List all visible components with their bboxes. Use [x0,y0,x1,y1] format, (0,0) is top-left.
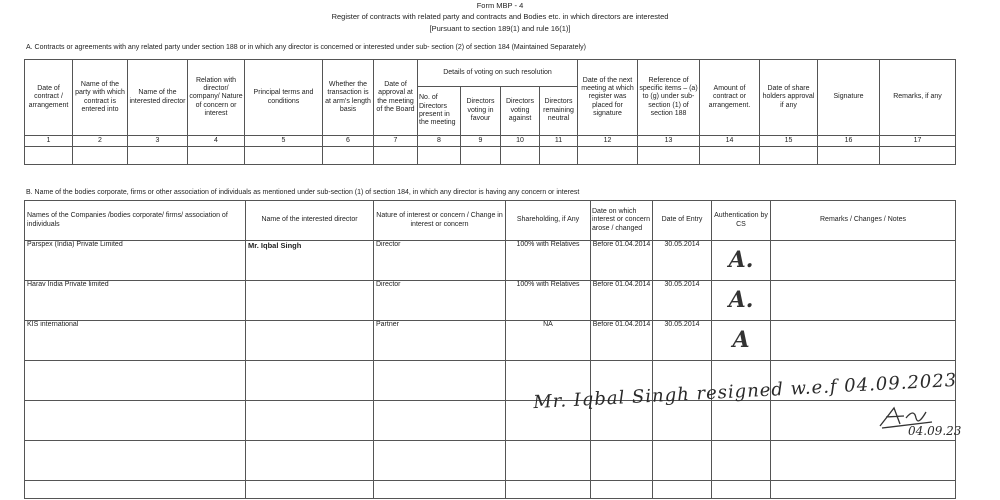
signature-mark: A. [728,287,754,314]
empty-cell [374,481,506,499]
col-date-arose: Date on which interest or concern arose / changed [591,201,653,241]
authentication-signature [712,281,771,321]
empty-cell [653,441,712,481]
empty-cell [771,481,956,499]
empty-cell [506,481,591,499]
empty-cell [73,147,128,165]
col-number: 2 [73,136,128,147]
empty-cell [418,147,461,165]
empty-cell [591,441,653,481]
empty-cell [25,401,246,441]
nature-of-interest: Partner [374,321,506,361]
empty-cell [374,147,418,165]
empty-cell [501,147,540,165]
col-signature: Signature [818,60,880,136]
col-reference: Reference of specific items – (a) to (g) under sub-section (1) of section 188 [638,60,700,136]
signature-mark: A. [728,247,754,274]
empty-cell [591,481,653,499]
col-number: 8 [418,136,461,147]
empty-cell [374,441,506,481]
handwritten-resignation-note: Mr. Iqbal Singh resigned w.e.f 04.09.2023 [532,369,958,414]
col-number: 9 [461,136,501,147]
col-shareholding: Shareholding, if Any [506,201,591,241]
empty-cell [506,441,591,481]
col-number: 15 [760,136,818,147]
authentication-signature [712,321,771,361]
company-name: Parspex (India) Private Limited [25,241,246,281]
col-number: 11 [540,136,578,147]
nature-of-interest: Director [374,281,506,321]
section-b-heading: B. Name of the bodies corporate, firms or other association of individuals as mentioned under sub-section (1) of section 184, in which any director is having any concern or interest [26,189,580,196]
empty-cell [818,147,880,165]
shareholding: 100% with Relatives [506,281,591,321]
col-shareholder-approval: Date of share holders approval if any [760,60,818,136]
col-party: Name of the party with which contract is entered into [73,60,128,136]
signature-mark: A [732,327,750,354]
empty-cell [374,401,506,441]
col-nature-interest: Nature of interest or concern / Change in interest or concern [374,201,506,241]
empty-cell [760,147,818,165]
table-row [25,241,956,281]
col-date-contract: Date of contract / arrangement [25,60,73,136]
col-terms: Principal terms and conditions [245,60,323,136]
director-name [246,321,374,361]
col-number: 7 [374,136,418,147]
col-amount: Amount of contract or arrangement. [700,60,760,136]
empty-cell [246,361,374,401]
empty-cell [246,441,374,481]
contracts-table [24,59,956,165]
company-name: Harav India Private limited [25,281,246,321]
table-row [25,401,956,441]
empty-cell [128,147,188,165]
director-name [246,281,374,321]
empty-cell [638,147,700,165]
empty-cell [700,147,760,165]
col-remarks-notes: Remarks / Changes / Notes [771,201,956,241]
col-number: 1 [25,136,73,147]
date-arose: Before 01.04.2014 [591,241,653,281]
form-number: Form MBP - 4 [476,1,524,10]
empty-cell [25,361,246,401]
director-name: Mr. Iqbal Singh [246,241,374,281]
form-subtitle: [Pursuant to section 189(1) and rule 16(1)] [429,24,571,33]
col-voting-favour: Directors voting in favour [461,87,501,136]
empty-cell [245,147,323,165]
table-row [25,481,956,499]
table-row [25,281,956,321]
company-name: KIS international [25,321,246,361]
section-a-heading: A. Contracts or agreements with any related party under section 188 or in which any director is concerned or interested under sub- section (2) of section 184 (Maintained Separately) [26,44,586,51]
col-number: 17 [880,136,956,147]
col-number: 5 [245,136,323,147]
col-next-meeting: Date of the next meeting at which register was placed for signature [578,60,638,136]
col-number: 12 [578,136,638,147]
col-director-name: Name of the interested director [246,201,374,241]
empty-cell [188,147,245,165]
empty-cell [880,147,956,165]
empty-cell [653,401,712,441]
empty-cell [540,147,578,165]
col-voting-against: Directors voting against [501,87,540,136]
date-of-entry: 30.05.2014 [653,321,712,361]
col-company-name: Names of the Companies /bodies corporate/ firms/ association of individuals [25,201,246,241]
date-arose: Before 01.04.2014 [591,281,653,321]
shareholding: 100% with Relatives [506,241,591,281]
empty-cell [712,481,771,499]
table-row [25,441,956,481]
col-number: 4 [188,136,245,147]
col-number: 3 [128,136,188,147]
date-of-entry: 30.05.2014 [653,241,712,281]
col-number: 10 [501,136,540,147]
col-approval-date: Date of approval at the meeting of the Board [374,60,418,136]
col-number: 13 [638,136,700,147]
empty-cell [246,401,374,441]
empty-cell [246,481,374,499]
col-interested-director: Name of the interested director [128,60,188,136]
remarks [771,281,956,321]
empty-cell [712,401,771,441]
col-number: 16 [818,136,880,147]
interests-table [24,200,956,499]
empty-cell [771,441,956,481]
col-remarks: Remarks, if any [880,60,956,136]
col-remaining-neutral: Directors remaining neutral [540,87,578,136]
remarks [771,321,956,361]
table-row [25,321,956,361]
col-authentication: Authentication by CS [712,201,771,241]
col-number: 6 [323,136,374,147]
empty-cell [25,147,73,165]
col-directors-present: No. of Directors present in the meeting [418,87,461,136]
col-date-entry: Date of Entry [653,201,712,241]
shareholding: NA [506,321,591,361]
empty-cell [323,147,374,165]
remarks [771,241,956,281]
empty-cell [653,481,712,499]
form-title: Register of contracts with related party and contracts and Bodies etc. in which directors are interested [331,12,669,21]
empty-cell [712,441,771,481]
empty-cell [578,147,638,165]
empty-cell [25,441,246,481]
empty-cell [25,481,246,499]
col-voting-details: Details of voting on such resolution [418,60,578,87]
col-arms-length: Whether the transaction is at arm's length basis [323,60,374,136]
authentication-signature [712,241,771,281]
date-arose: Before 01.04.2014 [591,321,653,361]
nature-of-interest: Director [374,241,506,281]
date-of-entry: 30.05.2014 [653,281,712,321]
empty-cell [461,147,501,165]
col-relation: Relation with director/ company/ Nature of concern or interest [188,60,245,136]
col-number: 14 [700,136,760,147]
empty-cell [374,361,506,401]
handwritten-date: 04.09.23 [908,424,962,438]
